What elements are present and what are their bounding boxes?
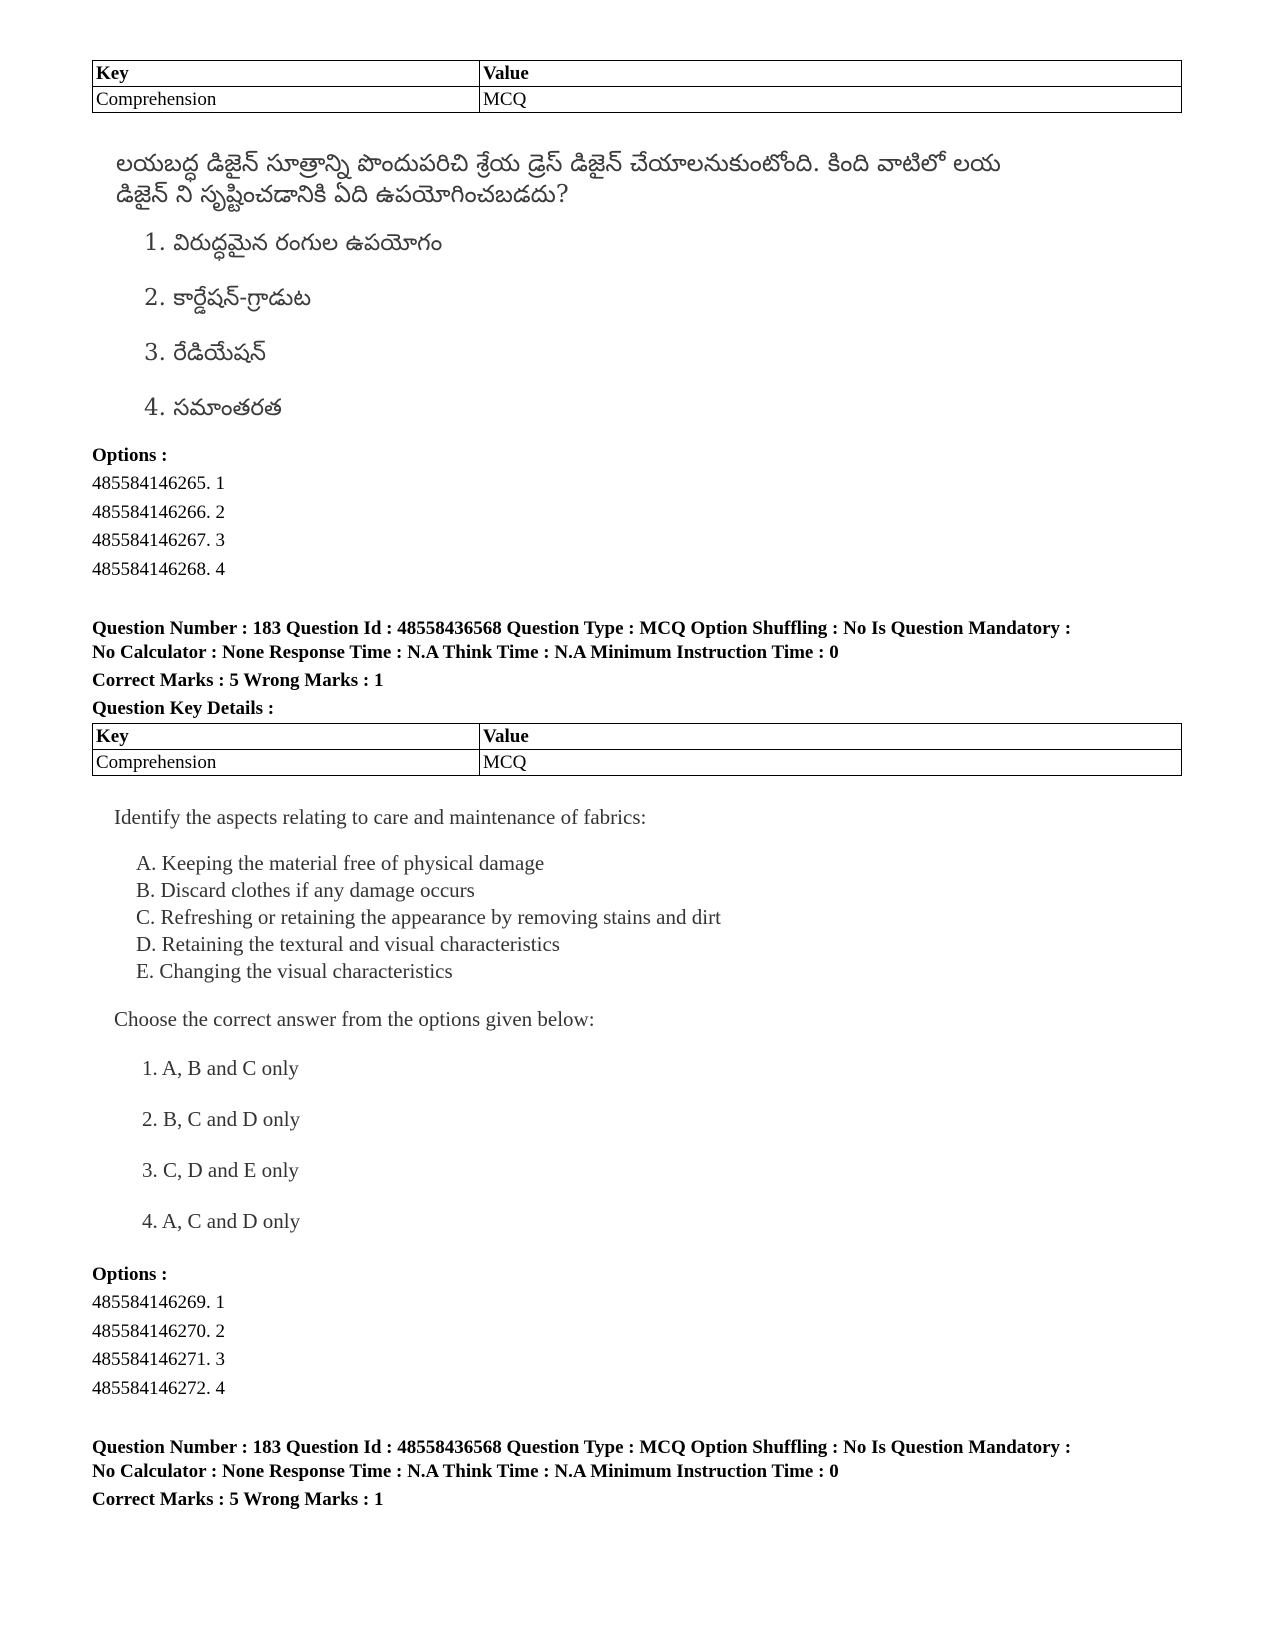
instruction: Choose the correct answer from the options given below: [114, 1007, 595, 1031]
statement: E. Changing the visual characteristics [136, 959, 453, 983]
answer-choice: 4. సమాంతరత [144, 395, 282, 421]
answer-choice: 2. B, C and D only [142, 1107, 301, 1131]
options-section [92, 1261, 225, 1403]
options-label: Options : [92, 1264, 168, 1285]
key-header: Key [93, 61, 480, 87]
question-meta-line: No Calculator : None Response Time : N.A Think Time : N.A Minimum Instruction Time : 0 [92, 1461, 839, 1482]
value-cell: MCQ [480, 750, 1182, 776]
answer-choice: 3. C, D and E only [142, 1158, 299, 1182]
statement: A. Keeping the material free of physical damage [136, 851, 545, 875]
question-meta [92, 617, 1182, 721]
option-id: 485584146265. 1 [92, 473, 225, 494]
options-label: Options : [92, 445, 168, 466]
option-id: 485584146267. 3 [92, 530, 225, 551]
question-meta-line: Question Number : 183 Question Id : 48558436568 Question Type : MCQ Option Shuffling : No Is Question Mandatory : [92, 1437, 1072, 1458]
answer-choice: 2. కార్డేషన్-గ్రాడుట [144, 285, 312, 311]
statement: B. Discard clothes if any damage occurs [136, 878, 475, 902]
answer-choice: 1. విరుద్ధమైన రంగుల ఉపయోగం [144, 230, 443, 256]
question-stem: Identify the aspects relating to care and maintenance of fabrics: [114, 805, 647, 829]
key-cell: Comprehension [93, 87, 480, 113]
option-id: 485584146272. 4 [92, 1377, 225, 1399]
options-section [92, 442, 225, 584]
statement: C. Refreshing or retaining the appearance by removing stains and dirt [136, 905, 721, 929]
question-stem-line: లయబద్ధ డిజైన్ సూత్రాన్ని పొందుపరిచి శ్రేయ డ్రెస్ డిజైన్ చేయాలనుకుంటోంది. కింది వాటిలో లయ [116, 149, 1001, 177]
marks-line: Correct Marks : 5 Wrong Marks : 1 [92, 1489, 384, 1510]
value-cell: MCQ [480, 87, 1182, 113]
option-id: 485584146268. 4 [92, 558, 225, 580]
key-header: Key [93, 724, 480, 750]
value-header: Value [480, 61, 1182, 87]
value-header: Value [480, 724, 1182, 750]
question-image-english [114, 802, 1014, 1233]
option-id: 485584146266. 2 [92, 501, 225, 523]
question-image-telugu [116, 148, 1176, 421]
answer-choice: 4. A, C and D only [142, 1209, 301, 1233]
answer-choice: 3. రేడియేషన్ [144, 340, 267, 366]
question-key-table [92, 723, 1182, 776]
question-stem-line: డిజైన్ ని సృష్టించడానికి ఏది ఉపయోగించబడదు? [116, 180, 569, 208]
question-meta [92, 1436, 1182, 1512]
key-cell: Comprehension [93, 750, 480, 776]
key-details-label: Question Key Details : [92, 698, 275, 719]
question-key-table [92, 60, 1182, 113]
statement: D. Retaining the textural and visual characteristics [136, 932, 560, 956]
marks-line: Correct Marks : 5 Wrong Marks : 1 [92, 670, 384, 691]
question-meta-line: No Calculator : None Response Time : N.A Think Time : N.A Minimum Instruction Time : 0 [92, 642, 839, 663]
option-id: 485584146269. 1 [92, 1292, 225, 1313]
question-meta-line: Question Number : 183 Question Id : 48558436568 Question Type : MCQ Option Shuffling : No Is Question Mandatory : [92, 618, 1072, 639]
answer-choice: 1. A, B and C only [142, 1056, 299, 1080]
option-id: 485584146270. 2 [92, 1320, 225, 1342]
option-id: 485584146271. 3 [92, 1349, 225, 1370]
